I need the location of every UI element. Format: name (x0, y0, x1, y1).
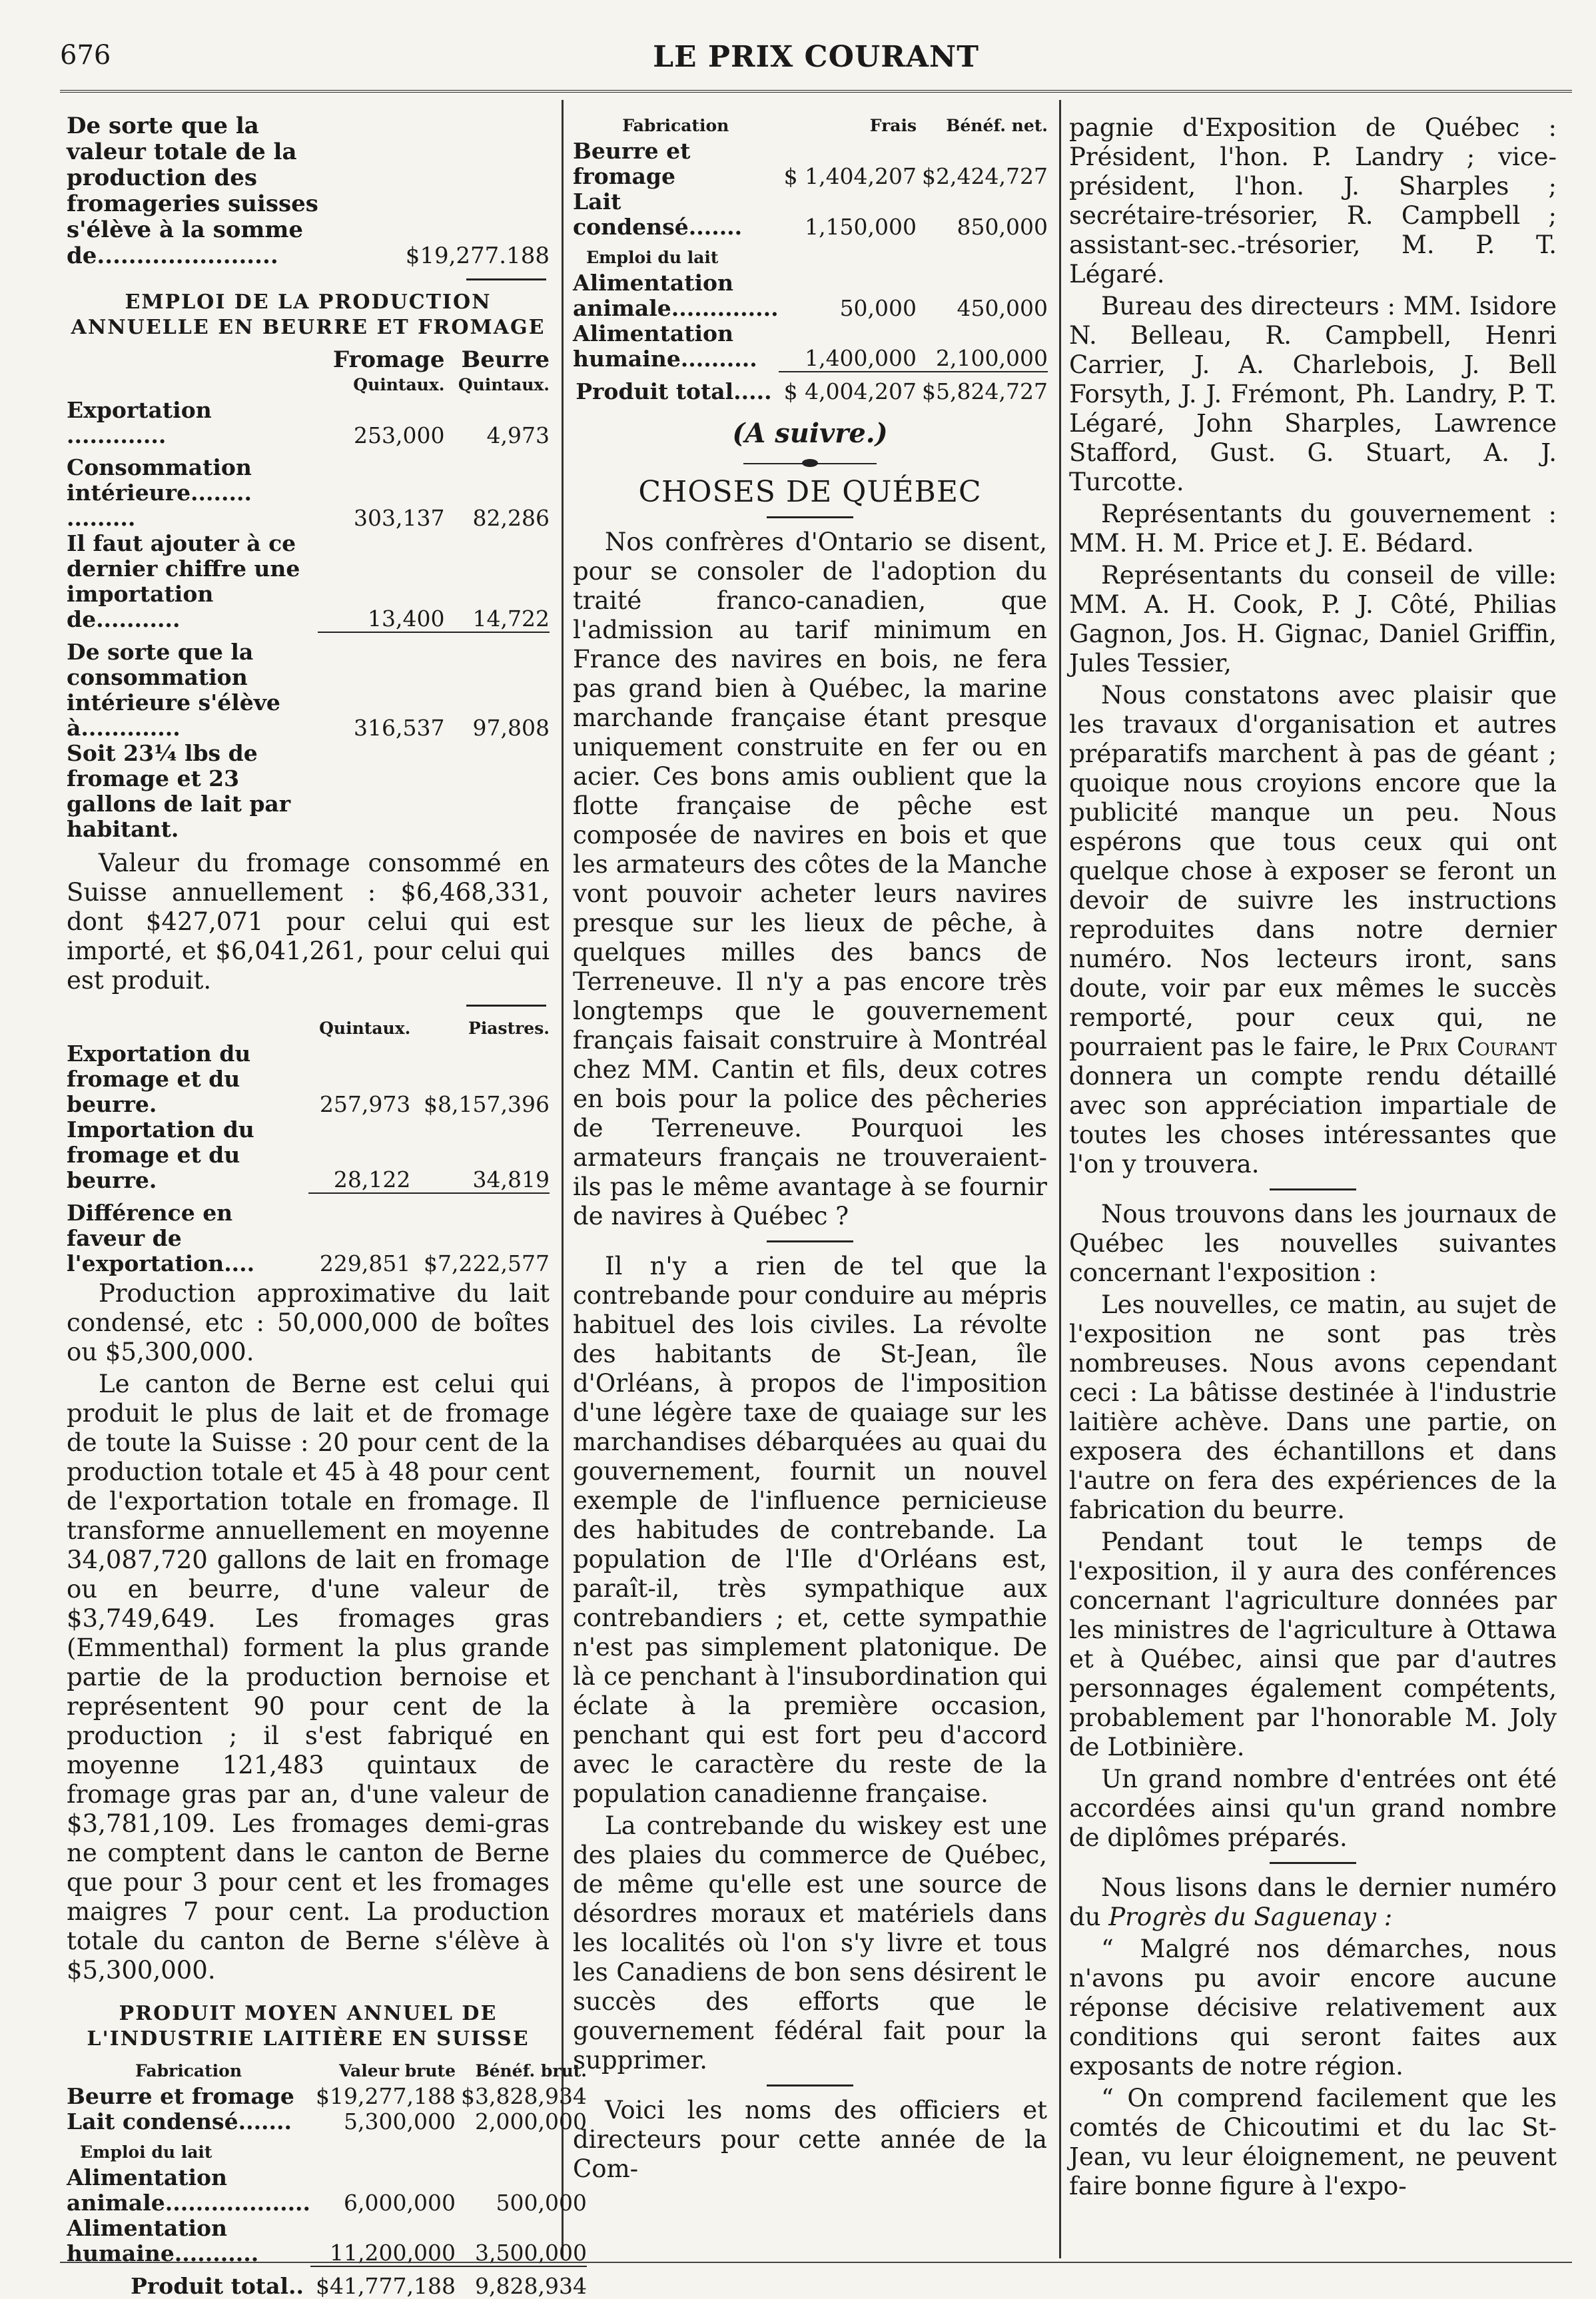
total-label: Produit total.. (131, 2273, 304, 2299)
row-label: Soit 23¼ lbs de fromage et 23 gallons de lait par habitant. (67, 740, 291, 842)
row-value: 303,137 (354, 505, 445, 531)
row-label: Lait condensé....... (573, 189, 743, 240)
page-number: 676 (60, 40, 111, 71)
row-value: 28,122 (333, 1166, 411, 1192)
row-value: 253,000 (354, 422, 445, 448)
row-value: $8,157,396 (424, 1091, 550, 1117)
row-value: 2,100,000 (936, 345, 1048, 371)
col-head-beurre: Beurre (461, 346, 550, 373)
paragraph: Les nouvelles, ce matin, au sujet de l'exposition ne sont pas très nombreuses. Nous avons cependant ceci : La bâtisse destinée à l'industrie laitière achève. Dans une partie, on exposera des échantillons et dans l'autre on fera des expériences de la fabrication du beurre. (1069, 1290, 1557, 1524)
total-label: De sorte que la valeur totale de la production des fromageries suisses s'élève à la somme de....................... (67, 113, 318, 269)
paragraph: Un grand nombre d'entrées ont été accordées ainsi qu'un grand nombre de diplômes préparés. (1069, 1765, 1557, 1852)
row-value: 6,000,000 (344, 2190, 456, 2216)
sub-head: Emploi du lait (80, 2142, 212, 2162)
text-run: Nous lisons dans le dernier numéro du (1069, 1873, 1557, 1931)
section-heading-produit: PRODUIT MOYEN ANNUEL DE L'INDUSTRIE LAITIÈRE EN SUISSE (87, 2002, 530, 2051)
row-value: 5,300,000 (344, 2108, 456, 2134)
section-heading-emploi: EMPLOI DE LA PRODUCTION ANNUELLE EN BEURRE ET FROMAGE (71, 290, 546, 339)
row-label: De sorte que la consommation intérieure s'élève à............. (67, 639, 280, 741)
row-value: $19,277,188 (316, 2083, 456, 2109)
paragraph: Production approximative du lait condensé, etc : 50,000,000 de boîtes ou $5,300,000. (67, 1279, 550, 1366)
paragraph: Représentants du gouvernement : MM. H. M. Price et J. E. Bédard. (1069, 500, 1557, 558)
page-header (60, 40, 1572, 87)
trade-balance-table (67, 1016, 550, 1276)
row-value: 450,000 (957, 295, 1048, 321)
paragraph: Bureau des directeurs : MM. Isidore N. Belleau, R. Campbell, Henri Carrier, J. A. Charlebois, J. Bell Forsyth, J. J. Frémont, Ph. Landry, P. T. Légaré, John Sharples, Lawrence Stafford, Gust. G. Stuart, A. J. Turcotte. (1069, 292, 1557, 496)
production-use-table (67, 347, 550, 842)
header-rule (60, 90, 1572, 93)
col-head: Fabrication (135, 2061, 242, 2080)
dairy-costs-table (573, 113, 1048, 404)
row-value: 257,973 (319, 1091, 411, 1117)
column-3 (1069, 113, 1557, 2204)
row-label: Lait condensé....... (67, 2108, 292, 2134)
col-head: Bénéf. brut. (475, 2061, 587, 2080)
text-run: donnera un compte rendu détaillé avec son appréciation impartiale de toutes les choses intéressantes que l'on y trouvera. (1069, 1062, 1557, 1178)
col-head: Piastres. (468, 1019, 550, 1038)
row-value: $3,828,934 (460, 2083, 587, 2109)
row-value: 4,973 (486, 422, 550, 448)
paragraph (1069, 681, 1557, 1179)
to-be-continued: (A suivre.) (732, 418, 888, 449)
row-label: Consommation intérieure........ ......... (67, 454, 252, 531)
footer-rule (60, 2262, 1572, 2263)
row-value: 316,537 (354, 715, 445, 741)
article-title: CHOSES DE QUÉBEC (638, 475, 982, 509)
paragraph: Nos confrères d'Ontario se disent, pour se consoler de l'adoption du traité franco-canadien, que l'admission au tarif minimum en France des navires en bois, ne fera pas grand bien à Québec, la marine marchande française étant presque uniquement construite en fer ou en acier. Ces bons amis oublient que la flotte française de pêche est composée de navires en bois et que les armateurs des côtes de la Manche vont pouvoir acheter leurs navires presque sur les lieux de pêche, à quelques milles des bancs de Terreneuve. Il n'y a pas encore très longtemps que le gouvernement français faisait construire à Montréal chez MM. Cantin et fils, deux cotres en bois pour la police des pêcheries de Terreneuve. Pourquoi les armateurs français ne trouveraient-ils pas le même avantage à se fournir de navires à Québec ? (573, 528, 1047, 1230)
row-value: 229,851 (319, 1250, 411, 1276)
row-label: Exportation ............. (67, 397, 212, 448)
paragraph: La contrebande du wiskey est une des plaies du commerce de Québec, de même qu'elle est une source de désordres moraux et matériels dans les localités où l'on s'y livre et tous les Canadiens de bon sens désirent le succès des efforts que le gouvernement fédéral fait pour la supprimer. (573, 1811, 1047, 2074)
row-value: 34,819 (472, 1166, 550, 1192)
total-value: $41,777,188 (316, 2273, 456, 2299)
column-1 (67, 113, 587, 2299)
row-value: $7,222,577 (424, 1250, 550, 1276)
row-value: 11,200,000 (330, 2240, 456, 2266)
column-rule-2 (1059, 100, 1061, 2258)
total-value: $19,277.188 (405, 242, 550, 269)
row-value: 850,000 (957, 214, 1048, 240)
swiss-total-table (67, 113, 550, 269)
row-label: Alimentation humaine........... (67, 2215, 259, 2266)
col-head: Fabrication (622, 116, 729, 135)
total-label: Produit total..... (576, 378, 772, 404)
col-head-fromage: Fromage (332, 346, 445, 373)
paragraph: Représentants du conseil de ville: MM. A. H. Cook, P. J. Côté, Philias Gagnon, Jos. H. Gignac, Daniel Griffin, Jules Tessier, (1069, 561, 1557, 678)
paragraph: “ On comprend facilement que les comtés de Chicoutimi et du lac St-Jean, vu leur éloignement, ne peuvent faire bonne figure à l'expo- (1069, 2084, 1557, 2200)
row-value: 3,500,000 (474, 2240, 587, 2266)
row-value: 1,150,000 (805, 214, 917, 240)
row-value: $2,424,727 (922, 163, 1048, 189)
row-label: Il faut ajouter à ce dernier chiffre une importation de........... (67, 530, 300, 632)
unit-head: Quintaux. (458, 375, 550, 394)
row-value: 14,722 (472, 606, 550, 632)
paragraph: pagnie d'Exposition de Québec : Président, l'hon. P. Landry ; vice-président, l'hon. J. Sharples ; secrétaire-trésorier, R. Campbell ; assistant-sec.-trésorier, M. P. T. Légaré. (1069, 113, 1557, 288)
total-value: 9,828,934 (474, 2273, 587, 2299)
text-run: Nous constatons avec plaisir que les travaux d'organisation et autres préparatifs marchent à pas de géant ; quoique nous croyions encore que la publicité manque un peu. Nous espérons que tous ceux qui ont quelque chose à exposer se feront un devoir de suivre les instructions reproduites dans notre dernier numéro. Nos lecteurs iront, sans doute, voir par eux mêmes le succès remporté, pour ceux qui, ne pourraient pas le faire, le (1069, 681, 1557, 1061)
row-value: $ 1,404,207 (783, 163, 917, 189)
column-rule-1 (562, 100, 564, 2258)
row-label: Beurre et fromage (573, 138, 691, 189)
ornament-divider (743, 463, 877, 464)
column-2 (573, 113, 1047, 2186)
row-value: 13,400 (368, 606, 445, 632)
paragraph: Il n'y a rien de tel que la contrebande pour conduire au mépris habituel des lois civiles. La révolte des habitants de St-Jean, île d'Orléans, à propos de l'imposition d'une légère taxe de quaiage sur les marchandises débarquées au quai du gouvernement, fournit un nouvel exemple de l'influence pernicieuse des habitudes de contrebande. La population de l'Ile d'Orléans est, paraît-il, très sympathique aux contrebandiers ; et, cette sympathie n'est pas simplement platonique. De là ce penchant à l'insubordination qui éclate à la première occasion, penchant qui est fort peu d'accord avec le caractère du reste de la population canadienne française. (573, 1252, 1047, 1808)
row-label: Alimentation humaine.......... (573, 320, 757, 372)
running-title: LE PRIX COURANT (653, 40, 979, 74)
row-label: Importation du fromage et du beurre. (67, 1117, 254, 1193)
row-value: 1,400,000 (805, 345, 917, 371)
paragraph: Pendant tout le temps de l'exposition, il y aura des conférences concernant l'agriculture données par les ministres de l'agriculture à Ottawa et à Québec, ainsi que par d'autres personnages également compétents, probablement par l'honorable M. Joly de Lotbinière. (1069, 1528, 1557, 1761)
col-head: Bénéf. net. (946, 116, 1048, 135)
row-label: Beurre et fromage (67, 2083, 294, 2109)
total-value: $5,824,727 (922, 378, 1048, 404)
row-value: 97,808 (472, 715, 550, 741)
paragraph: “ Malgré nos démarches, nous n'avons pu avoir encore aucune réponse décisive relativement aux conditions qui seront faites aux exposants de notre région. (1069, 1935, 1557, 2080)
paragraph: Voici les noms des officiers et directeurs pour cette année de la Com- (573, 2096, 1047, 2183)
sub-head: Emploi du lait (586, 248, 719, 267)
row-label: Alimentation animale................... (67, 2164, 311, 2216)
publication-name: Prix Courant (1399, 1033, 1557, 1061)
paragraph: Nous trouvons dans les journaux de Québec les nouvelles suivantes concernant l'exposition : (1069, 1200, 1557, 1287)
col-head: Quintaux. (319, 1019, 411, 1038)
col-head: Valeur brute (338, 2061, 456, 2080)
row-label: Exportation du fromage et du beurre. (67, 1041, 251, 1117)
row-value: 500,000 (496, 2190, 587, 2216)
paragraph: Valeur du fromage consommé en Suisse annuellement : $6,468,331, dont $427,071 pour celui qui est importé, et $6,041,261, pour celui qui est produit. (67, 849, 550, 995)
row-label: Différence en faveur de l'exportation.... (67, 1200, 255, 1276)
paragraph: Le canton de Berne est celui qui produit le plus de lait et de fromage de toute la Suisse : 20 pour cent de la production totale et 45 à 48 pour cent de l'exportation totale en fromage. Il transforme annuellement en moyenne 34,087,720 gallons de lait en fromage ou en beurre, d'une valeur de $3,749,649. Les fromages gras (Emmenthal) forment la plus grande partie de la production bernoise et représentent 90 pour cent de la production ; il s'est fabriqué en moyenne 121,483 quintaux de fromage gras par an, d'une valeur de $3,781,109. Les fromages demi-gras ne comptent dans le canton de Berne que pour 3 pour cent et les fromages maigres 7 pour cent. La production totale du canton de Berne s'élève à $5,300,000. (67, 1370, 550, 1985)
total-value: $ 4,004,207 (783, 378, 917, 404)
row-value: 50,000 (839, 295, 917, 321)
row-value: 82,286 (472, 505, 550, 531)
row-label: Alimentation animale.............. (573, 270, 779, 321)
newspaper-name: Progrès du Saguenay : (1108, 1903, 1393, 1931)
row-value: 2,000,000 (474, 2108, 587, 2134)
paragraph (1069, 1873, 1557, 1932)
unit-head: Quintaux. (353, 375, 445, 394)
col-head: Frais (869, 116, 917, 135)
